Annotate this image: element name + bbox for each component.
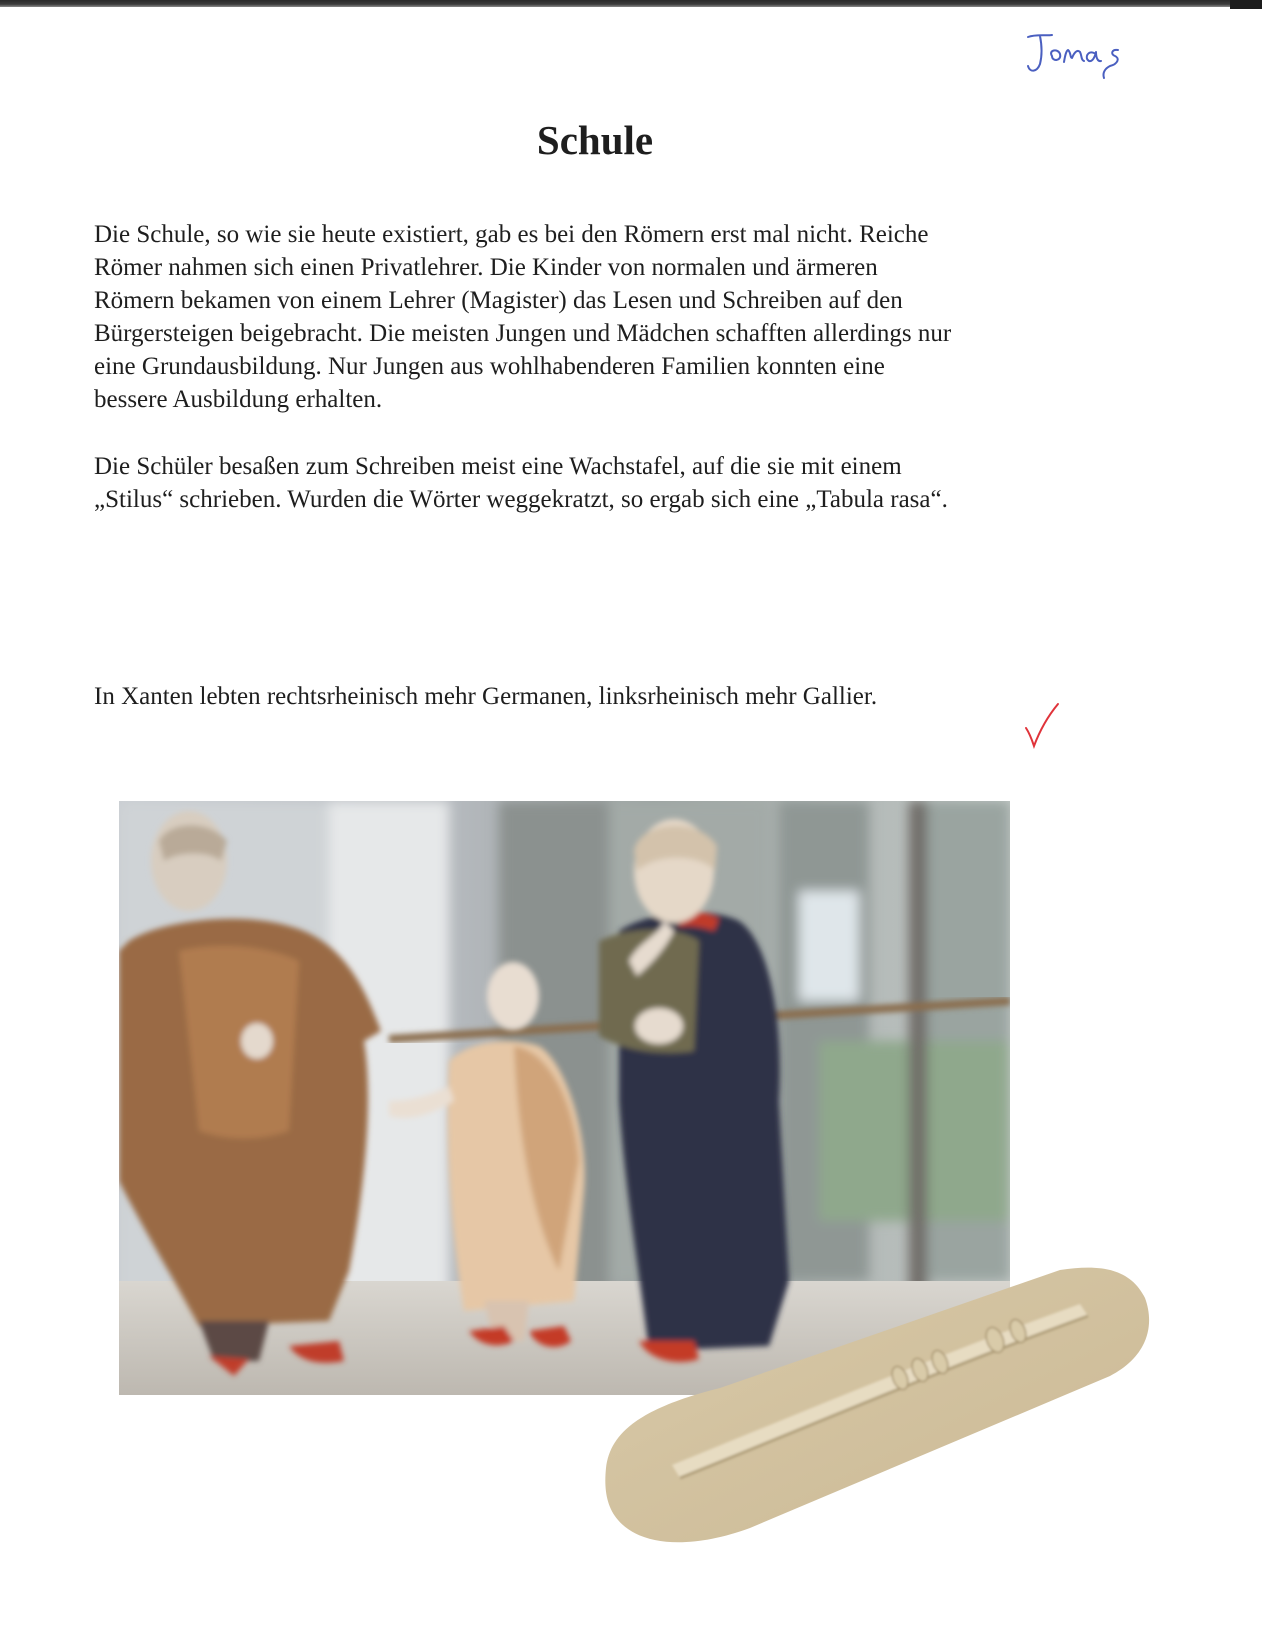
text-line: bessere Ausbildung erhalten. <box>94 386 383 413</box>
paragraph-xanten <box>94 680 1114 713</box>
text-line: eine Grundausbildung. Nur Jungen aus wohlhabenderen Familien konnten eine <box>94 353 885 380</box>
scan-edge <box>0 0 1262 7</box>
text-line: Römern bekamen von einem Lehrer (Magister) das Lesen und Schreiben auf den <box>94 287 903 314</box>
stylus-photo <box>600 1258 1160 1548</box>
scan-edge-corner <box>1230 0 1262 9</box>
check-icon <box>1022 700 1062 750</box>
page-title: Schule <box>536 117 654 163</box>
paragraph-writing-tools <box>94 450 1114 516</box>
text-line: Die Schüler besaßen zum Schreiben meist eine Wachstafel, auf die sie mit einem <box>94 453 902 480</box>
text-line: Die Schule, so wie sie heute existiert, gab es bei den Römern erst mal nicht. Reiche <box>94 221 929 248</box>
text-line: Römer nahmen sich einen Privatlehrer. Die Kinder von normalen und ärmeren <box>94 254 878 281</box>
text-line: Bürgersteigen beigebracht. Die meisten Jungen und Mädchen schafften allerdings nur <box>94 320 952 347</box>
text-line: „Stilus“ schrieben. Wurden die Wörter weggekratzt, so ergab sich eine „Tabula rasa“. <box>94 486 948 513</box>
text-line: In Xanten lebten rechtsrheinisch mehr Germanen, linksrheinisch mehr Gallier. <box>94 683 878 710</box>
paragraph-school-history <box>94 218 1114 416</box>
signature-jonas <box>1022 28 1132 83</box>
